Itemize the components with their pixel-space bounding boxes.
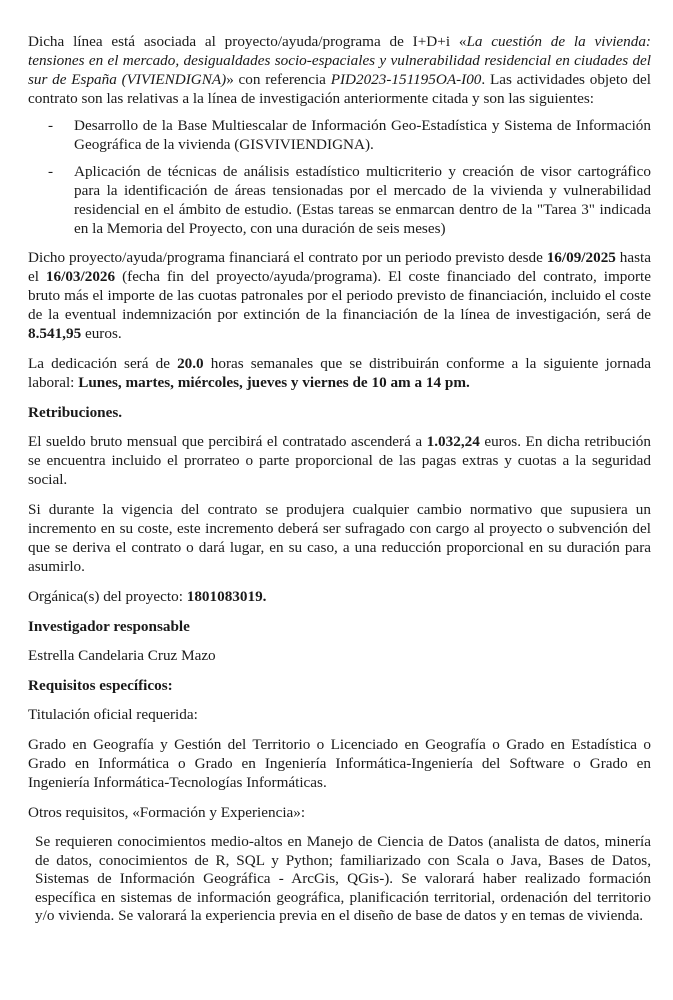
end-date: 16/03/2026: [45, 268, 116, 285]
activities-list: [28, 116, 651, 238]
list-dash: -: [48, 117, 54, 134]
schedule-paragraph: [28, 354, 651, 392]
retribuciones-heading: Retribuciones.: [28, 404, 123, 421]
titulacion-text: Grado en Geografía y Gestión del Territorio o Licenciado en Geografía o Grado en Estadística o Grado en Informática o Grado en Ingeniería Informática-Ingeniería del Software o Grado en Ingeniería Informática-Tecnologías Informáticas.: [28, 736, 651, 791]
project-reference: PID2023-151195OA-I00: [330, 71, 482, 88]
funding-paragraph: [28, 248, 651, 343]
funding-lead: Dicho proyecto/ayuda/programa financiará el contrato por un periodo previsto desde: [28, 249, 547, 266]
organica-paragraph: [28, 587, 651, 606]
titulacion-label: Titulación oficial requerida:: [28, 706, 198, 723]
intro-tail: . Las actividades objeto del contrato son las relativas a la línea de investigación anteriormente citada y son las siguientes:: [28, 71, 651, 107]
intro-paragraph: [28, 32, 651, 108]
start-date: 16/09/2025: [546, 249, 616, 266]
list-item: [28, 162, 651, 238]
organica-lead: Orgánica(s) del proyecto:: [28, 588, 187, 605]
organica-code: 1801083019.: [186, 588, 267, 605]
weekly-hours: 20.0: [177, 355, 204, 372]
otros-requisitos-label: Otros requisitos, «Formación y Experiencia»:: [28, 804, 306, 821]
salary-paragraph: [28, 432, 651, 489]
investigador-heading: Investigador responsable: [28, 618, 190, 635]
funding-amount: 8.541,95: [28, 325, 82, 342]
list-dash: -: [48, 163, 54, 180]
regulatory-change-paragraph: Si durante la vigencia del contrato se produjera cualquier cambio normativo que supusiera un incremento en su coste, este incremento deberá ser sufragado con cargo al proyecto o subvención del que se deriva el contrato o dará lugar, en su caso, a una reducción proporcional en su duración para asumirlo.: [28, 501, 651, 575]
schedule-mid: horas semanales que se distribuirán conforme a la siguiente jornada laboral:: [28, 355, 651, 391]
funding-tail: euros.: [81, 325, 122, 342]
work-days: Lunes, martes, miércoles, jueves y viernes de 10 am a 14 pm.: [78, 374, 470, 391]
investigador-name: Estrella Candelaria Cruz Mazo: [28, 647, 216, 664]
intro-lead: Dicha línea está asociada al proyecto/ayuda/programa de I+D+i «: [28, 33, 467, 50]
intro-ref-lead: » con referencia: [226, 71, 331, 88]
list-item: [28, 116, 651, 154]
activity-text: Aplicación de técnicas de análisis estadístico multicriterio y creación de visor cartográfico para la identificación de áreas tensionadas por el mercado de la vivienda y vulnerabilidad residencial en el ámbito de estudio. (Estas tareas se enmarcan dentro de la "Tarea 3" indicada en la Memoria del Proyecto, con una duración de seis meses): [74, 163, 651, 237]
salary-tail: euros. En dicha retribución se encuentra incluido el prorrateo o parte proporcional de las pagas extras y cuotas a la seguridad social.: [28, 433, 651, 488]
activity-text: Desarrollo de la Base Multiescalar de Información Geo-Estadística y Sistema de Información Geográfica de la vivienda (GISVIVIENDIGNA).: [74, 117, 651, 153]
funding-mid: hasta el: [28, 249, 651, 285]
funding-rest: (fecha fin del proyecto/ayuda/programa). El coste financiado del contrato, importe bruto más el importe de las cuotas patronales por el periodo previsto de financiación, incluido el coste de la eventual indemnización por extinción de la financiación de la línea de investigación, será de: [28, 268, 651, 323]
project-title: La cuestión de la vivienda: tensiones en el mercado, desigualdades socio-espaciales y vulnerabilidad residencial en ciudades del sur de España (VIVIENDIGNA): [28, 33, 651, 88]
otros-requisitos-text: Se requieren conocimientos medio-altos en Manejo de Ciencia de Datos (analista de datos, minería de datos, conocimientos de R, SQL y Python; familiarizado con Scala o Java, Bases de Datos, Sistemas de Información Geográfica - ArcGis, QGis-). Se valorará haber realizado formación específica en sistemas de información geográfica, planificación territorial, ordenación del territorio y/o vivienda. Se valorará la experiencia previa en el diseño de base de datos y en temas de vivienda.: [35, 833, 651, 924]
monthly-salary: 1.032,24: [426, 433, 480, 450]
requisitos-heading: Requisitos específicos:: [28, 677, 173, 694]
salary-lead: El sueldo bruto mensual que percibirá el contratado ascenderá a: [28, 433, 427, 450]
schedule-lead: La dedicación será de: [28, 355, 178, 372]
